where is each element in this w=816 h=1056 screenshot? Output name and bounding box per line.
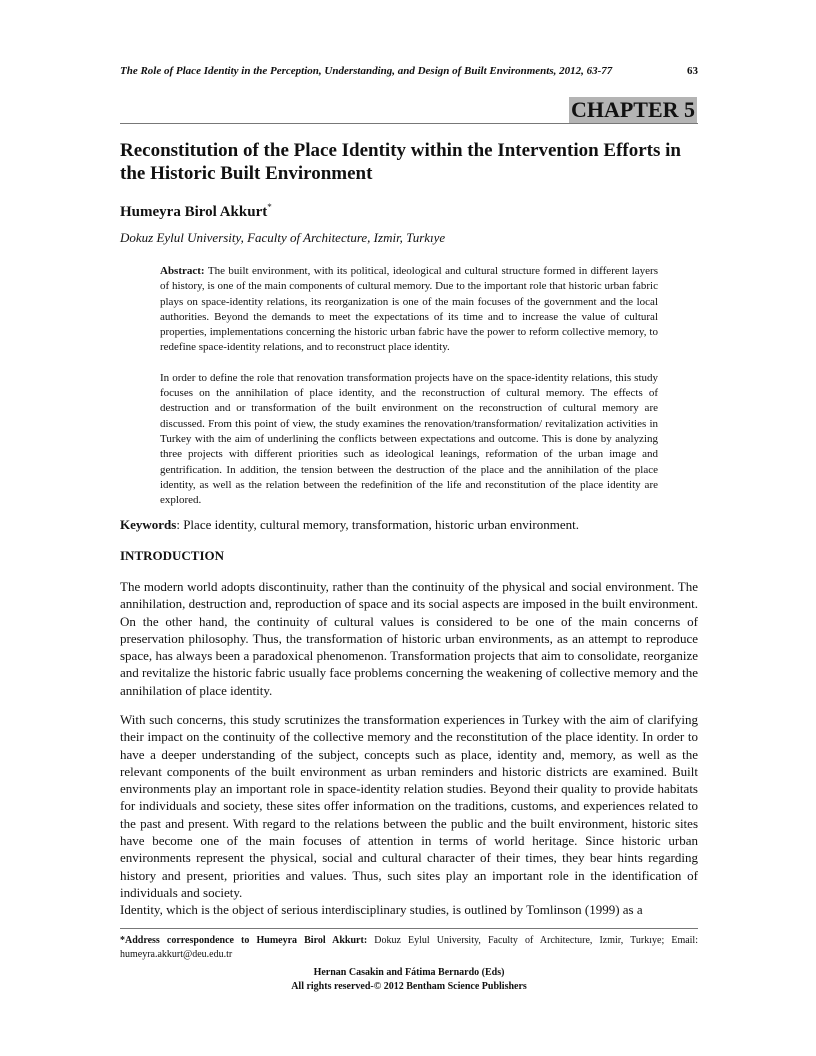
- header-rule: [120, 123, 698, 124]
- footnote-label: *Address correspondence to Humeyra Birol Akkurt:: [120, 935, 368, 946]
- keywords-text: : Place identity, cultural memory, transformation, historic urban environment.: [176, 517, 579, 532]
- publisher-info: [120, 966, 698, 994]
- editors: Hernan Casakin and Fátima Bernardo (Eds): [313, 967, 505, 978]
- rights: All rights reserved-© 2012 Bentham Science Publishers: [291, 981, 527, 992]
- author-name: Humeyra Birol Akkurt: [120, 204, 268, 220]
- running-title: The Role of Place Identity in the Perception, Understanding, and Design of Built Environments, 2012, 63-77: [120, 65, 613, 77]
- footnote-rule: [120, 928, 698, 929]
- intro-paragraph-2: With such concerns, this study scrutinizes the transformation experiences in Turkey with the aim of clarifying their impact on the continuity of the collective memory and the reconstitution of the place identity. In order to have a deeper understanding of the subject, concepts such as place, identity and, memory, as well as the relevant components of the built environment as urban reminders and historic districts are examined. Built environments play an important role in space-identity relation studies. Beyond their quality to provide habitats for individuals and society, these sites offer information on the traditions, customs, and experiences related to the past and present. With regard to the relations between the public and the built environment, historic sites have become one of the main focuses of attention in terms of world heritage. Since historic urban environments represent the physical, social and cultural character of their times, they bear hints regarding history and present, priorities and values. Thus, such sites play an important role in the identification of individuals and society.: [120, 712, 698, 900]
- article-title: Reconstitution of the Place Identity within the Intervention Efforts in the Historic Built Environment: [120, 140, 681, 184]
- affiliation: Dokuz Eylul University, Faculty of Architecture, Izmir, Turkıye: [120, 230, 446, 245]
- abstract-text-1: The built environment, with its political, ideological and cultural structure formed in different layers of history, is one of the main components of cultural memory. Due to the important role that historic urban fabric plays on space-identity relations, its reorganization is one of the main focuses of the government and the local authorities. Beyond the demands to meet the expectations of its time and to increase the value of cultural properties, implementations concerning the historic urban fabric have the power to reform collective memory, to redefine space-identity relations, and to reconstruct place identity.: [160, 265, 658, 354]
- footnote: [120, 934, 698, 962]
- running-header: [120, 65, 698, 77]
- footnote-text: Dokuz Eylul University, Faculty of Architecture, Izmir, Turkıye; Email: humeyra.akkurt@deu.edu.tr: [120, 935, 698, 960]
- abstract-paragraph-2: In order to define the role that renovation transformation projects have on the space-identity relations, this study focuses on the annihilation of place identity, and the reconstruction of cultural memory. The effects of destruction and or transformation of the built environment on the reconstruction of cultural memory are discussed. From this point of view, the study examines the renovation/transformation/ revitalization activities in Turkey with the aim of underlining the conflicts between expectations and outcome. This is done by analyzing three projects with different priorities such as ideological leanings, reformation of the urban image and gentrification. In addition, the tension between the destruction of the place and the annihilation of the place identity, as well as the relation between the redefinition of the life and reconstitution of the place identity are explored.: [160, 371, 658, 507]
- keywords: [120, 516, 698, 533]
- abstract-paragraph-1: [160, 264, 658, 356]
- abstract-label: Abstract:: [160, 265, 205, 277]
- intro-paragraph-3: Identity, which is the object of serious interdisciplinary studies, is outlined by Tomlinson (1999) as a: [120, 902, 643, 917]
- chapter-label: CHAPTER 5: [570, 97, 695, 122]
- keywords-label: Keywords: [120, 517, 177, 532]
- author-footnote-mark: *: [267, 202, 272, 212]
- abstract: [160, 264, 658, 523]
- section-heading-introduction: INTRODUCTION: [120, 548, 225, 563]
- intro-paragraph-1: The modern world adopts discontinuity, rather than the continuity of the physical and social environment. The annihilation, destruction and, reproduction of space and its social aspects are imposed in the built environment. On the other hand, the continuity of cultural values is considered to be one of the main concerns of preservation philosophy. Thus, the transformation of historic urban environments, as an attempt to reproduce space, has always been a paradoxical phenomenon. Transformation projects that aim to consolidate, reorganize and revitalize the historic fabric usually face problems concerning the weakening of collective memory and the annihilation of place identity.: [120, 579, 698, 698]
- page-number: 63: [687, 65, 698, 77]
- author: [120, 202, 272, 221]
